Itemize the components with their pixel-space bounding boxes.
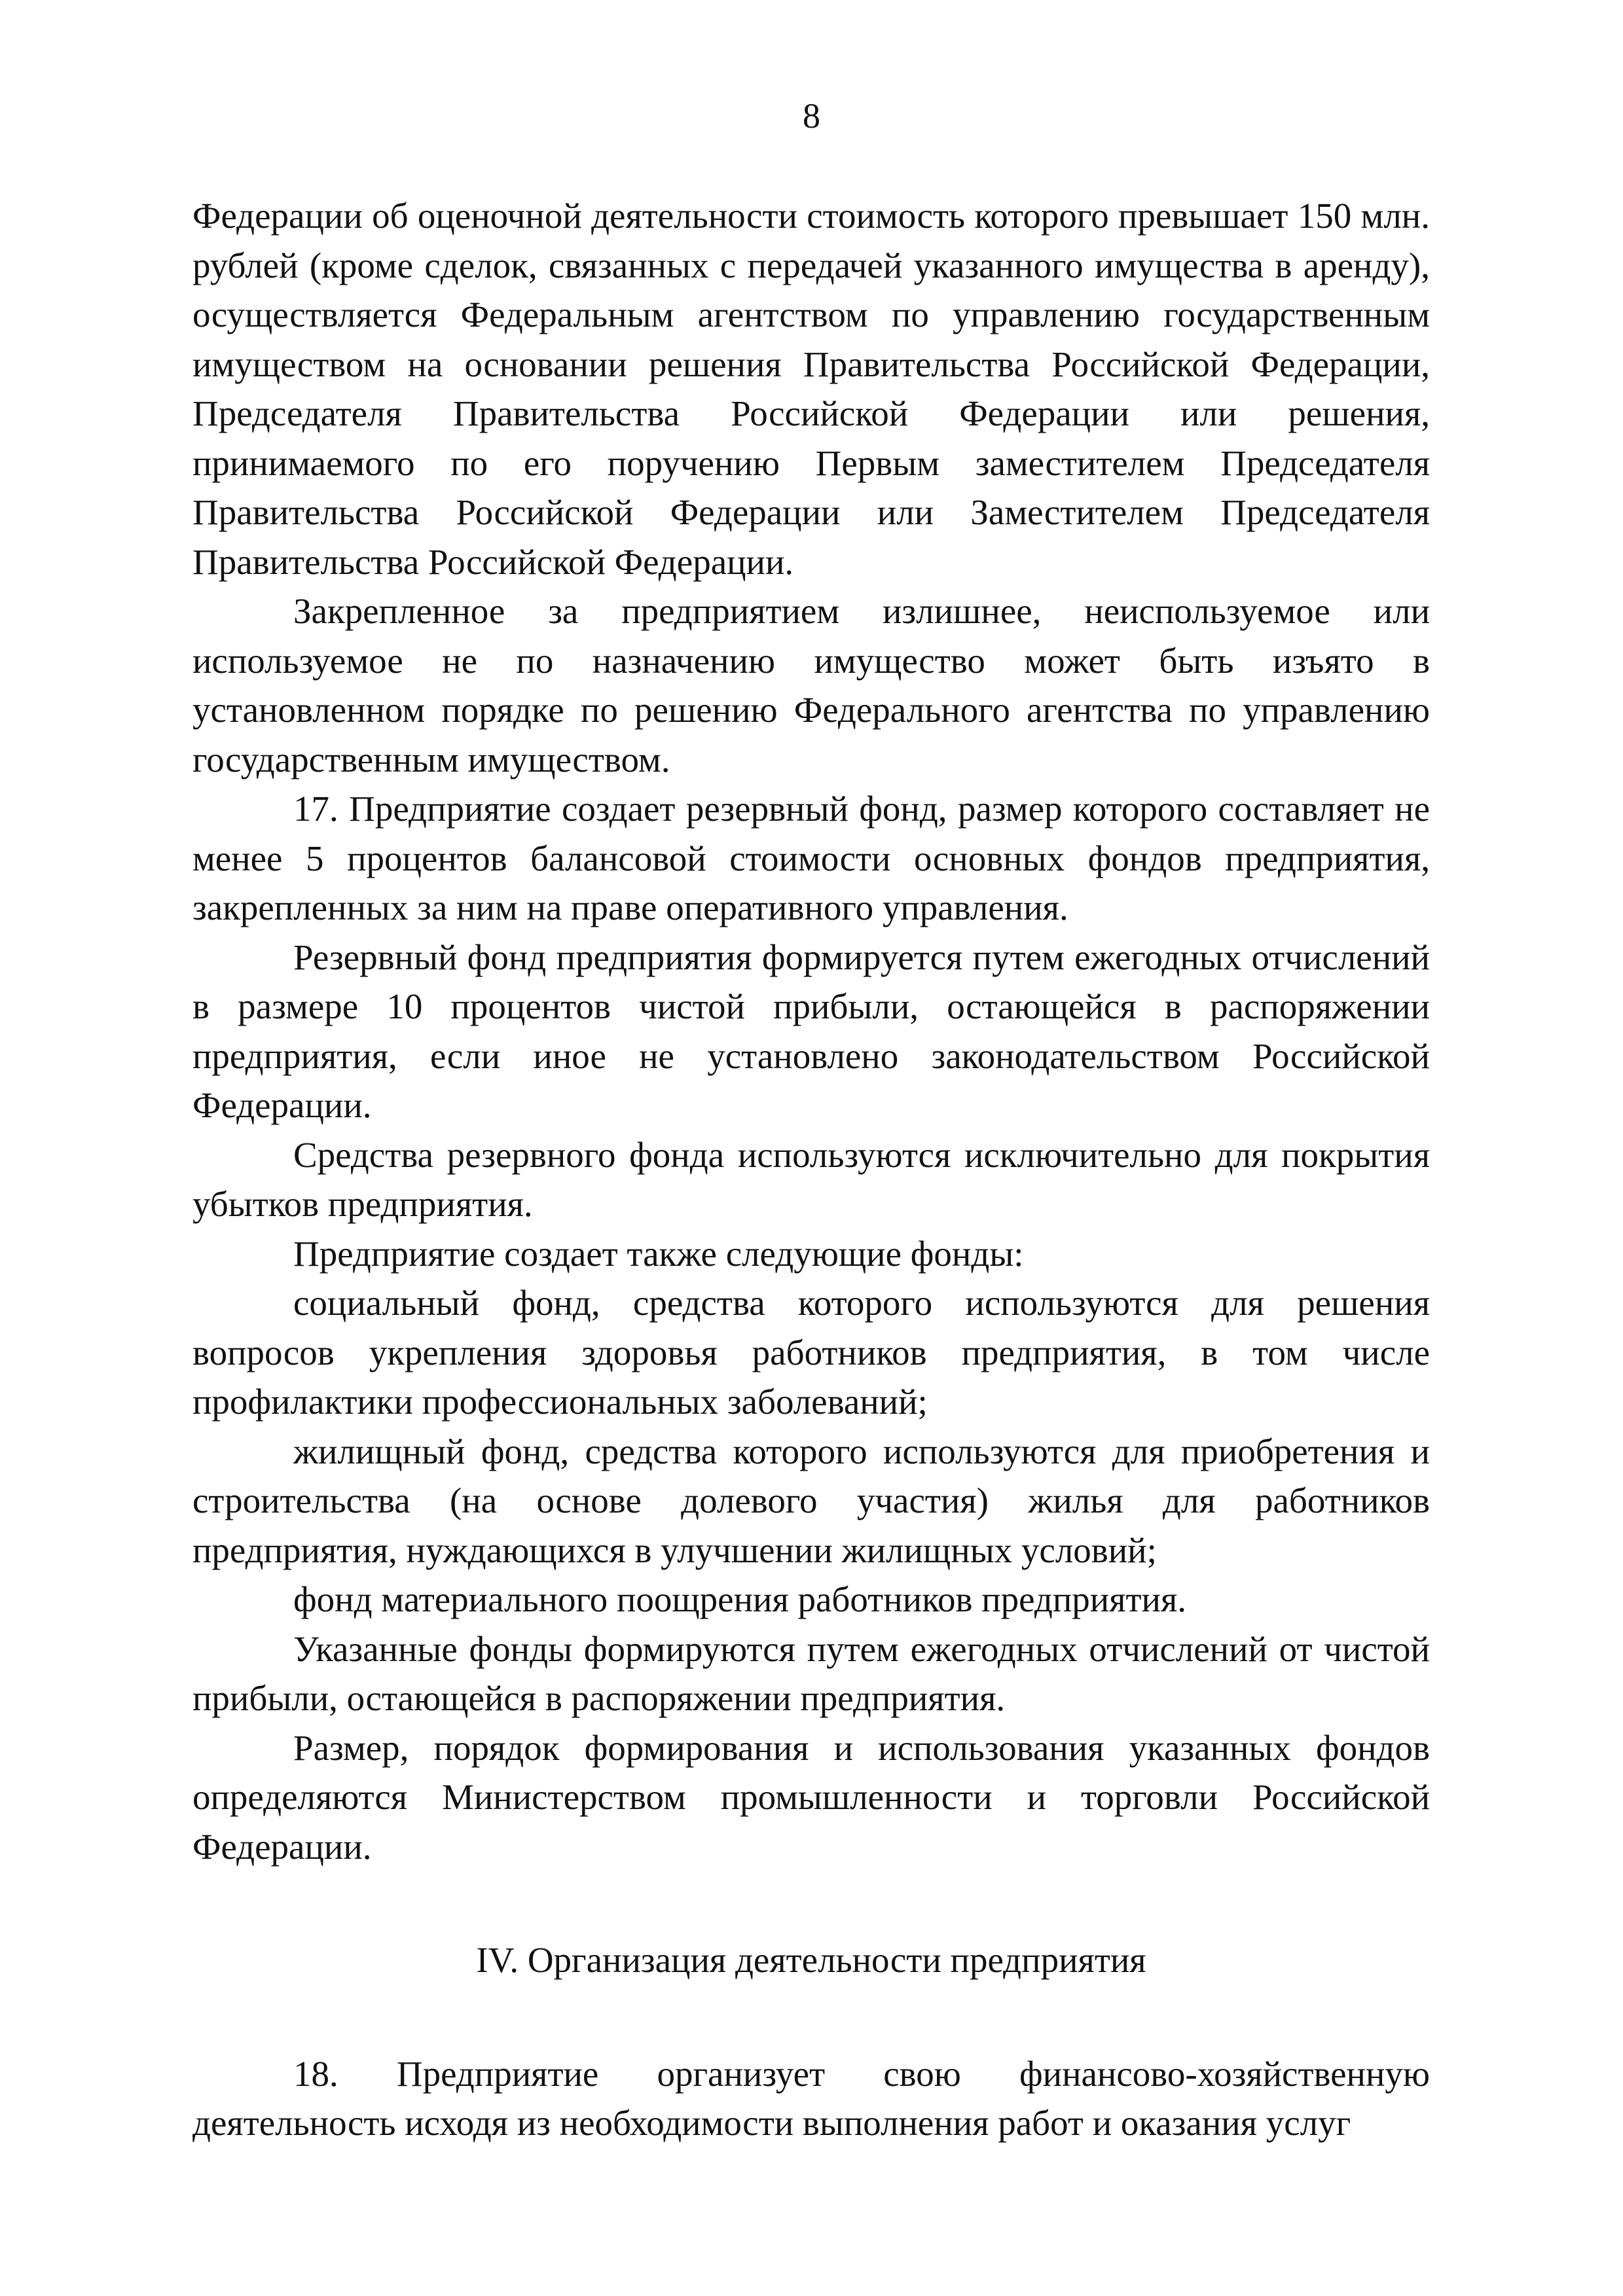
paragraph-reserve-fund-formation: Резервный фонд предприятия формируется путем ежегодных отчислений в размере 10 процентов чистой прибыли, остающейся в распоряжении предприятия, если иное не установлено законодательством Российской Федерации. xyxy=(192,937,1430,1125)
paragraph-18-organization: 18. Предприятие организует свою финансово-хозяйственную деятельность исходя из необходимости выполнения работ и оказания услуг xyxy=(192,2053,1430,2143)
paragraph-17-reserve-fund: 17. Предприятие создает резервный фонд, размер которого составляет не менее 5 процентов балансовой стоимости основных фондов предприятия, закрепленных за ним на праве оперативного управления. xyxy=(192,789,1430,927)
paragraph-reserve-fund-usage: Средства резервного фонда используются исключительно для покрытия убытков предприятия. xyxy=(192,1134,1430,1224)
paragraph-continuation: Федерации об оценочной деятельности стоимость которого превышает 150 млн. рублей (кроме сделок, связанных с передачей указанного имущества в аренду), осуществляется Федеральным агентством по управлению государственным имуществом на основании решения Правительства Российской Федерации, Председателя Правительства Российской Федерации или решения, принимаемого по его поручению Первым заместителем Председателя Правительства Российской Федерации или Заместителем Председателя Правительства Российской Федерации. xyxy=(192,196,1430,582)
page-number: 8 xyxy=(803,96,820,135)
paragraph-funds-regulation: Размер, порядок формирования и использования указанных фондов определяются Министерством промышленности и торговли Российской Федерации. xyxy=(192,1727,1430,1867)
paragraph-other-funds-intro: Предприятие создает также следующие фонды: xyxy=(293,1233,1024,1274)
section-heading: IV. Организация деятельности предприятия xyxy=(476,1940,1146,1980)
paragraph-housing-fund: жилищный фонд, средства которого используются для приобретения и строительства (на основе долевого участия) жилья для работников предприятия, нуждающихся в улучшении жилищных условий; xyxy=(192,1431,1430,1570)
paragraph-funds-formation: Указанные фонды формируются путем ежегодных отчислений от чистой прибыли, остающейся в распоряжении предприятия. xyxy=(192,1628,1430,1718)
document-body xyxy=(192,191,1430,2148)
paragraph-incentive-fund: фонд материального поощрения работников предприятия. xyxy=(293,1579,1187,1619)
paragraph-social-fund: социальный фонд, средства которого используются для решения вопросов укрепления здоровья работников предприятия, в том числе профилактики профессиональных заболеваний; xyxy=(192,1283,1430,1422)
paragraph-property-withdrawal: Закрепленное за предприятием излишнее, неиспользуемое или используемое не по назначению имущество может быть изъято в установленном порядке по решению Федерального агентства по управлению государственным имуществом. xyxy=(192,591,1430,780)
